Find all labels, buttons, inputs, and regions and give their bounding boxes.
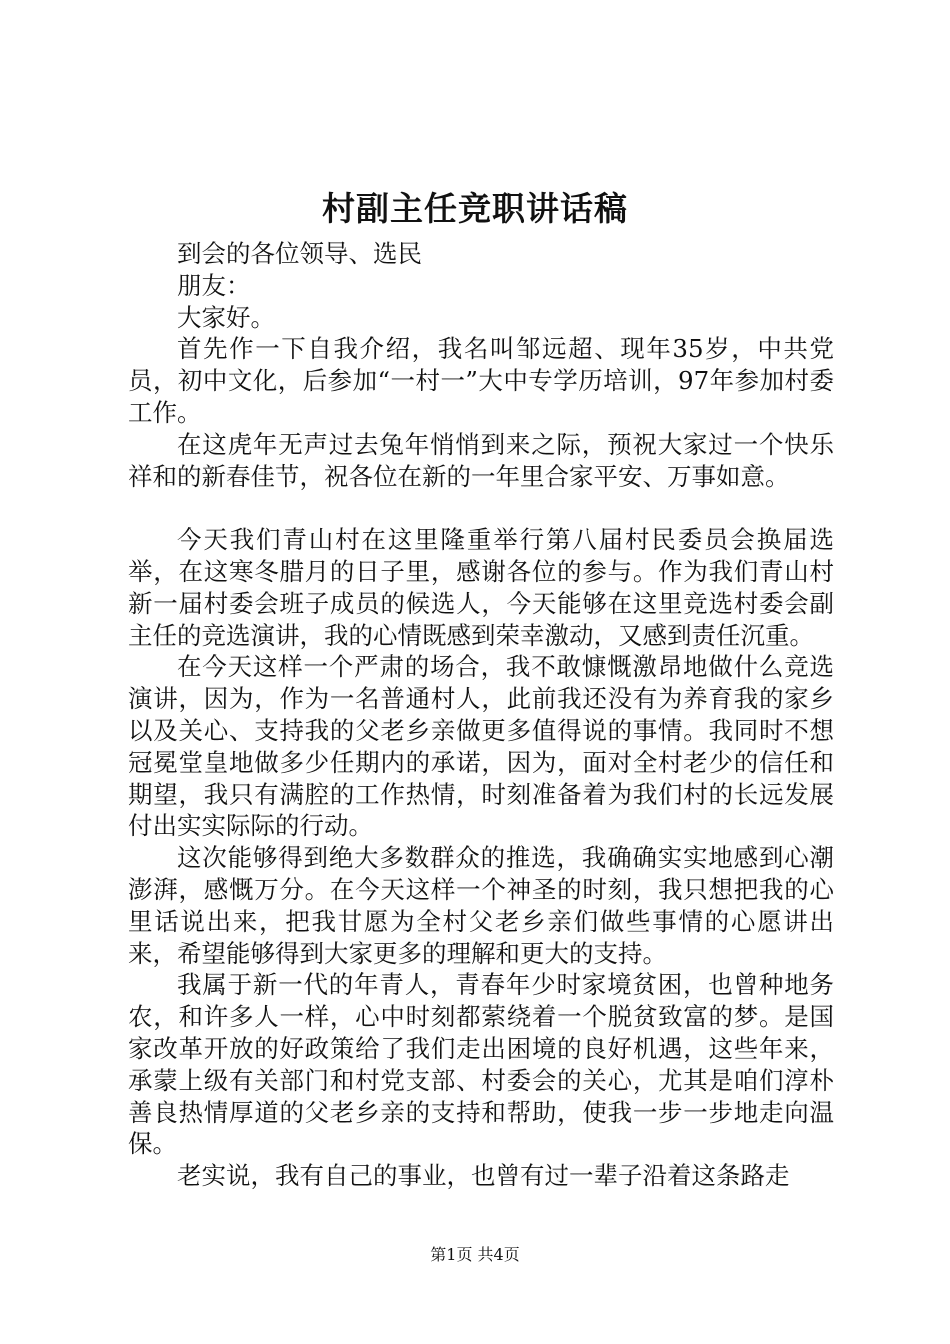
paragraph-nomination: 这次能够得到绝大多数群众的推选，我确确实实地感到心潮澎湃，感慨万分。在今天这样一个神圣的时刻，我只想把我的心里话说出来，把我甘愿为全村父老乡亲们做些事情的心愿讲出来，希望能够得到大家更多的理解和更大的支持。 xyxy=(128,843,834,968)
page-footer: 第1页 共4页 xyxy=(430,1245,520,1264)
paragraph-career: 老实说，我有自己的事业，也曾有过一辈子沿着这条路走 xyxy=(177,1161,790,1191)
paragraph-introduction: 首先作一下自我介绍，我名叫邹远超、现年35岁，中共党员，初中文化，后参加“一村一”大中专学历培训，97年参加村委工作。 xyxy=(128,334,834,427)
salutation-line-1: 到会的各位领导、选民 xyxy=(177,239,422,268)
paragraph-spacer xyxy=(128,492,834,524)
salutation-line-2: 朋友： xyxy=(177,270,251,300)
paragraph-election: 今天我们青山村在这里隆重举行第八届村民委员会换届选举，在这寒冬腊月的日子里，感谢各位的参与。作为我们青山村新一届村委会班子成员的候选人，今天能够在这里竞选村委会副主任的竞选演讲，我的心情既感到荣幸激动，又感到责任沉重。 xyxy=(128,525,834,650)
document-title: 村副主任竞职讲话稿 xyxy=(322,189,628,228)
greeting: 大家好。 xyxy=(177,302,275,332)
paragraph-background: 我属于新一代的年青人，青春年少时家境贫困，也曾种地务农，和许多人一样，心中时刻都萦绕着一个脱贫致富的梦。是国家改革开放的好政策给了我们走出困境的良好机遇，这些年来，承蒙上级有关部门和村党支部、村委会的关心，尤其是咱们淳朴善良热情厚道的父老乡亲的支持和帮助，使我一步一步地走向温保。 xyxy=(128,970,834,1159)
paragraph-new-year-wishes: 在这虎年无声过去兔年悄悄到来之际，预祝大家过一个快乐祥和的新春佳节，祝各位在新的一年里合家平安、万事如意。 xyxy=(128,429,834,491)
document-body xyxy=(128,238,834,1192)
paragraph-serious-occasion: 在今天这样一个严肃的场合，我不敢慷慨激昂地做什么竞选演讲，因为，作为一名普通村人，此前我还没有为养育我的家乡以及关心、支持我的父老乡亲做更多值得说的事情。我同时不想冠冕堂皇地做多少任期内的承诺，因为，面对全村老少的信任和期望，我只有满腔的工作热情，时刻准备着为我们村的长远发展付出实实际际的行动。 xyxy=(128,652,834,841)
